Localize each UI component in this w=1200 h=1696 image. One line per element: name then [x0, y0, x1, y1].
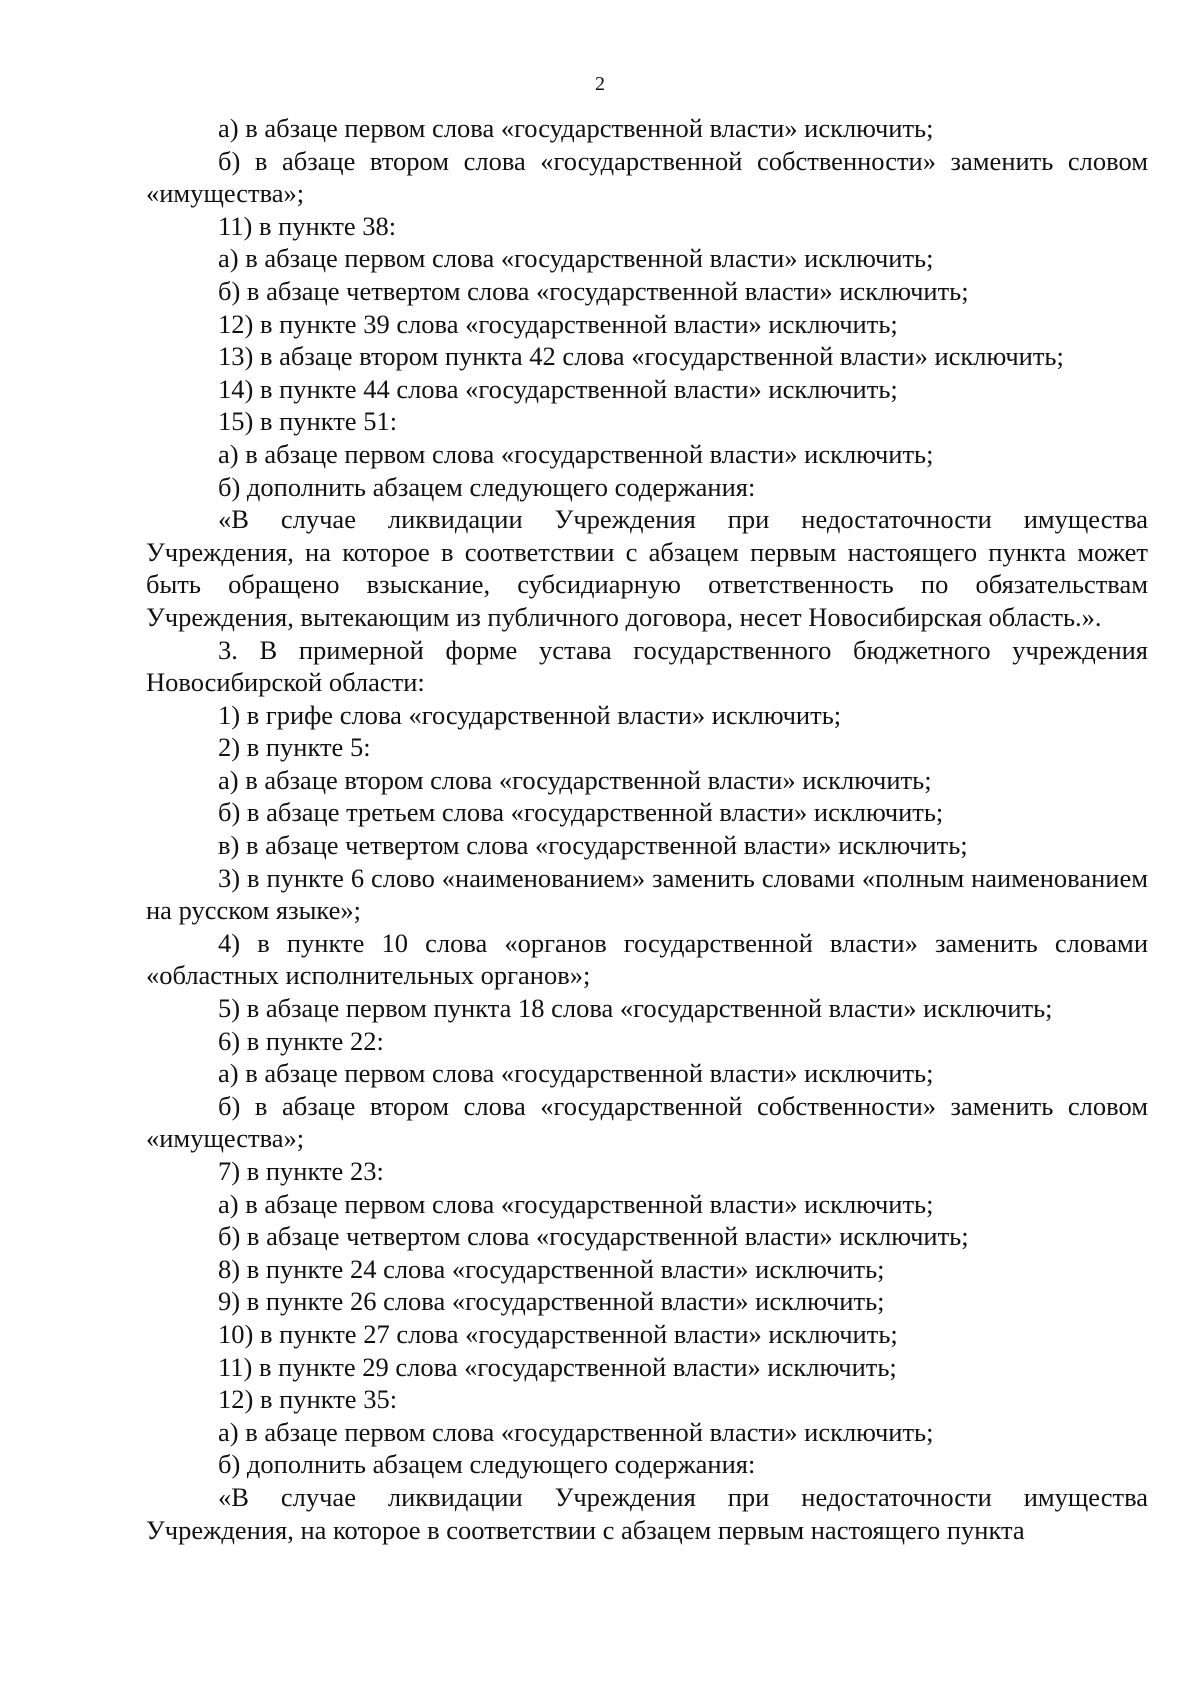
paragraph: а) в абзаце первом слова «государственной власти» исключить;	[218, 1058, 934, 1089]
paragraph: б) дополнить абзацем следующего содержания:	[218, 1449, 756, 1480]
paragraph: а) в абзаце первом слова «государственной власти» исключить;	[218, 438, 934, 469]
paragraph: 15) в пункте 51:	[218, 406, 398, 437]
paragraph: б) в абзаце втором слова «государственной собственности» заменить словом «имущества»;	[146, 1090, 1148, 1154]
paragraph: 10) в пункте 27 слова «государственной власти» исключить;	[218, 1318, 898, 1349]
paragraph: 3) в пункте 6 слово «наименованием» заменить словами «полным наименованием на русском языке»;	[146, 862, 1148, 926]
paragraph: 5) в абзаце первом пункта 18 слова «государственной власти» исключить;	[218, 993, 1053, 1024]
paragraph: «В случае ликвидации Учреждения при недостаточности имущества Учреждения, на которое в соответствии с абзацем первым настоящего пункта	[146, 1481, 1148, 1545]
paragraph: 3. В примерной форме устава государственного бюджетного учреждения Новосибирской области:	[146, 634, 1148, 698]
paragraph: 12) в пункте 39 слова «государственной власти» исключить;	[218, 308, 898, 339]
paragraph: а) в абзаце первом слова «государственной власти» исключить;	[218, 1416, 934, 1447]
paragraph: 7) в пункте 23:	[218, 1156, 384, 1186]
paragraph: 1) в грифе слова «государственной власти» исключить;	[218, 699, 842, 730]
paragraph: 14) в пункте 44 слова «государственной власти» исключить;	[218, 373, 898, 404]
page-number: 2	[595, 73, 605, 95]
paragraph: в) в абзаце четвертом слова «государственной власти» исключить;	[218, 830, 968, 861]
paragraph: 8) в пункте 24 слова «государственной власти» исключить;	[218, 1253, 885, 1284]
paragraph: 6) в пункте 22:	[218, 1025, 384, 1056]
paragraph: 2) в пункте 5:	[218, 732, 371, 763]
paragraph: б) дополнить абзацем следующего содержания:	[218, 471, 756, 502]
paragraph: б) в абзаце четвертом слова «государственной власти» исключить;	[218, 1221, 969, 1252]
paragraph: а) в абзаце первом слова «государственной власти» исключить;	[218, 243, 934, 274]
paragraph: 11) в пункте 38:	[218, 210, 397, 241]
paragraph: 13) в абзаце втором пункта 42 слова «государственной власти» исключить;	[218, 341, 1064, 372]
paragraph: а) в абзаце первом слова «государственной власти» исключить;	[218, 1188, 934, 1219]
paragraph: 11) в пункте 29 слова «государственной власти» исключить;	[218, 1351, 897, 1382]
paragraph: 4) в пункте 10 слова «органов государственной власти» заменить словами «областных исполнительных органов»;	[146, 927, 1148, 991]
paragraph: а) в абзаце первом слова «государственной власти» исключить;	[218, 113, 934, 143]
paragraph: б) в абзаце четвертом слова «государственной власти» исключить;	[218, 275, 969, 306]
paragraph: а) в абзаце втором слова «государственной власти» исключить;	[218, 764, 932, 795]
paragraph: б) в абзаце третьем слова «государственной власти» исключить;	[218, 797, 944, 828]
paragraph: б) в абзаце втором слова «государственной собственности» заменить словом «имущества»;	[146, 145, 1148, 209]
paragraph: 9) в пункте 26 слова «государственной власти» исключить;	[218, 1286, 885, 1317]
paragraph: «В случае ликвидации Учреждения при недостаточности имущества Учреждения, на которое в соответствии с абзацем первым настоящего пункта может быть обращено взыскание, субсидиарную ответственность по обязательствам Учреждения, вытекающим из публичного договора, несет Новосибирская область.».	[146, 504, 1148, 632]
document-body	[146, 112, 1148, 1546]
paragraph: 12) в пункте 35:	[218, 1384, 398, 1415]
